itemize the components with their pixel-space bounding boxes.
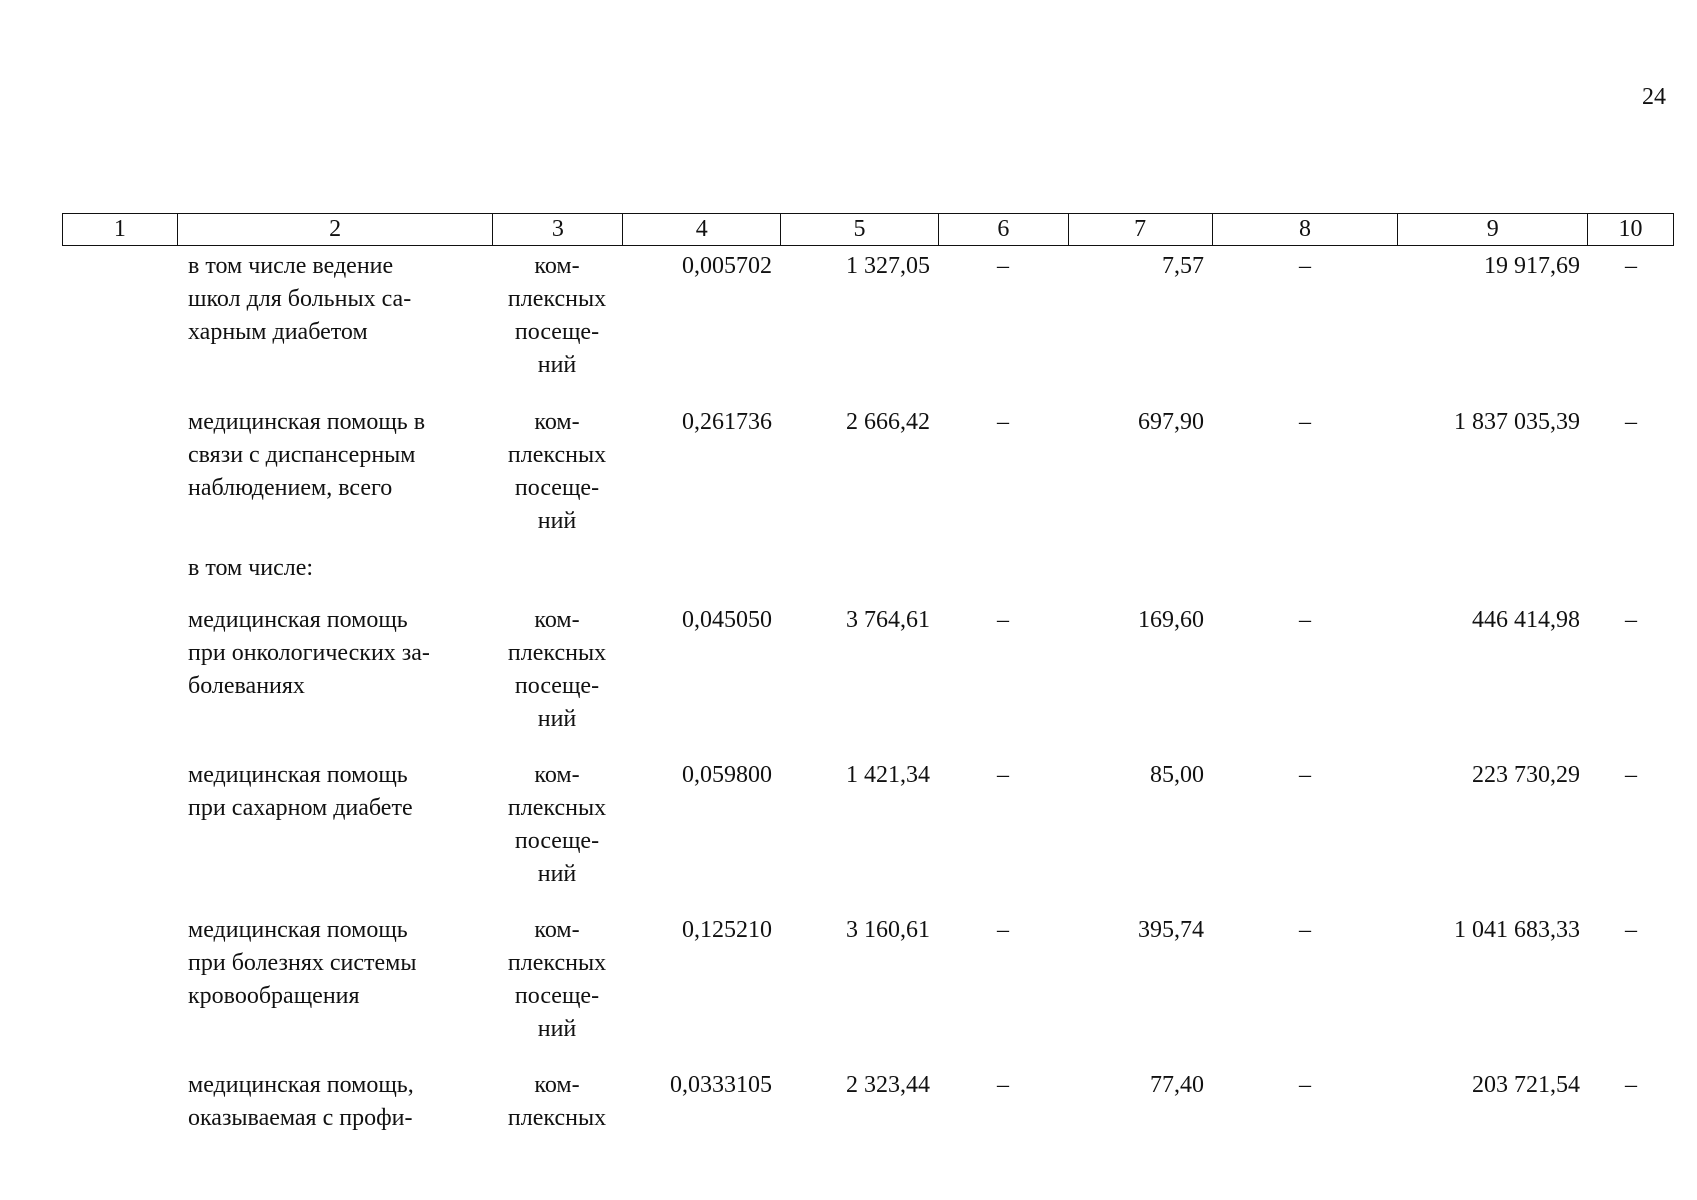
cell-col-10: –	[1625, 1072, 1637, 1098]
cell-col-9: 446 414,98	[1472, 607, 1580, 633]
row-name: медицинская помощь при сахарном диабете	[188, 762, 413, 821]
cell-col-6: –	[997, 253, 1009, 279]
table-row	[62, 604, 1674, 759]
cell-col-10: –	[1625, 607, 1637, 633]
cell-col-7: 77,40	[1150, 1072, 1204, 1098]
cell-col-7: 697,90	[1138, 409, 1204, 435]
cell-col-9: 1 041 683,33	[1454, 917, 1580, 943]
header-cell-4: 4	[622, 214, 780, 245]
cell-col-5: 1 327,05	[846, 253, 930, 279]
cell-col-6: –	[997, 409, 1009, 435]
cell-col-9: 203 721,54	[1472, 1072, 1580, 1098]
row-name: медицинская помощь, оказываемая с профи-	[188, 1072, 414, 1131]
cell-col-9: 1 837 035,39	[1454, 409, 1580, 435]
cell-col-10: –	[1625, 762, 1637, 788]
header-cell-2: 2	[177, 214, 493, 245]
row-unit: ком- плексных посеще- ний	[507, 253, 607, 378]
table-row	[62, 759, 1674, 914]
cell-col-6: –	[997, 607, 1009, 633]
cell-col-8: –	[1299, 1072, 1311, 1098]
cell-col-6: –	[997, 917, 1009, 943]
row-unit: ком- плексных	[507, 1072, 607, 1131]
table-row-subheading	[62, 552, 1674, 604]
cell-col-4: 0,005702	[682, 253, 772, 279]
cell-col-5: 3 160,61	[846, 917, 930, 943]
table-row	[62, 914, 1674, 1069]
cell-col-5: 1 421,34	[846, 762, 930, 788]
cell-col-7: 169,60	[1138, 607, 1204, 633]
header-cell-6: 6	[938, 214, 1068, 245]
row-unit: ком- плексных посеще- ний	[507, 409, 607, 534]
cell-col-4: 0,0333105	[670, 1072, 772, 1098]
header-cell-5: 5	[780, 214, 938, 245]
cell-col-10: –	[1625, 253, 1637, 279]
page-number: 24	[1642, 84, 1666, 110]
cell-col-8: –	[1299, 607, 1311, 633]
cell-col-5: 3 764,61	[846, 607, 930, 633]
header-cell-8: 8	[1212, 214, 1398, 245]
row-name: медицинская помощь при болезнях системы кровообращения	[188, 917, 417, 1009]
cell-col-4: 0,261736	[682, 409, 772, 435]
cell-col-7: 85,00	[1150, 762, 1204, 788]
cell-col-4: 0,059800	[682, 762, 772, 788]
cell-col-5: 2 323,44	[846, 1072, 930, 1098]
cell-col-9: 223 730,29	[1472, 762, 1580, 788]
header-cell-3: 3	[492, 214, 622, 245]
cell-col-8: –	[1299, 409, 1311, 435]
cell-col-5: 2 666,42	[846, 409, 930, 435]
cell-col-4: 0,125210	[682, 917, 772, 943]
table-row	[62, 250, 1674, 406]
header-cell-1: 1	[113, 216, 126, 242]
row-unit: ком- плексных посеще- ний	[507, 762, 607, 887]
header-cell-10: 10	[1587, 214, 1673, 245]
header-cell-7: 7	[1068, 214, 1212, 245]
row-unit: ком- плексных посеще- ний	[507, 607, 607, 732]
cell-col-6: –	[997, 1072, 1009, 1098]
cell-col-4: 0,045050	[682, 607, 772, 633]
header-cell-9: 9	[1397, 214, 1587, 245]
table-header-row	[62, 213, 1674, 246]
table-row	[62, 406, 1674, 552]
cell-col-8: –	[1299, 253, 1311, 279]
cell-col-8: –	[1299, 917, 1311, 943]
row-name: медицинская помощь при онкологических за- болеваниях	[188, 607, 430, 699]
cell-col-8: –	[1299, 762, 1311, 788]
table-body	[62, 250, 1674, 1149]
cell-col-9: 19 917,69	[1484, 253, 1580, 279]
cell-col-7: 395,74	[1138, 917, 1204, 943]
cell-col-10: –	[1625, 409, 1637, 435]
cell-col-6: –	[997, 762, 1009, 788]
subheading: в том числе:	[188, 555, 314, 581]
row-name: медицинская помощь в связи с диспансерным наблюдением, всего	[188, 409, 426, 501]
cell-col-7: 7,57	[1162, 253, 1204, 279]
table-row	[62, 1069, 1674, 1149]
row-name: в том числе ведение школ для больных са- харным диабетом	[188, 253, 412, 345]
cell-col-10: –	[1625, 917, 1637, 943]
row-unit: ком- плексных посеще- ний	[507, 917, 607, 1042]
